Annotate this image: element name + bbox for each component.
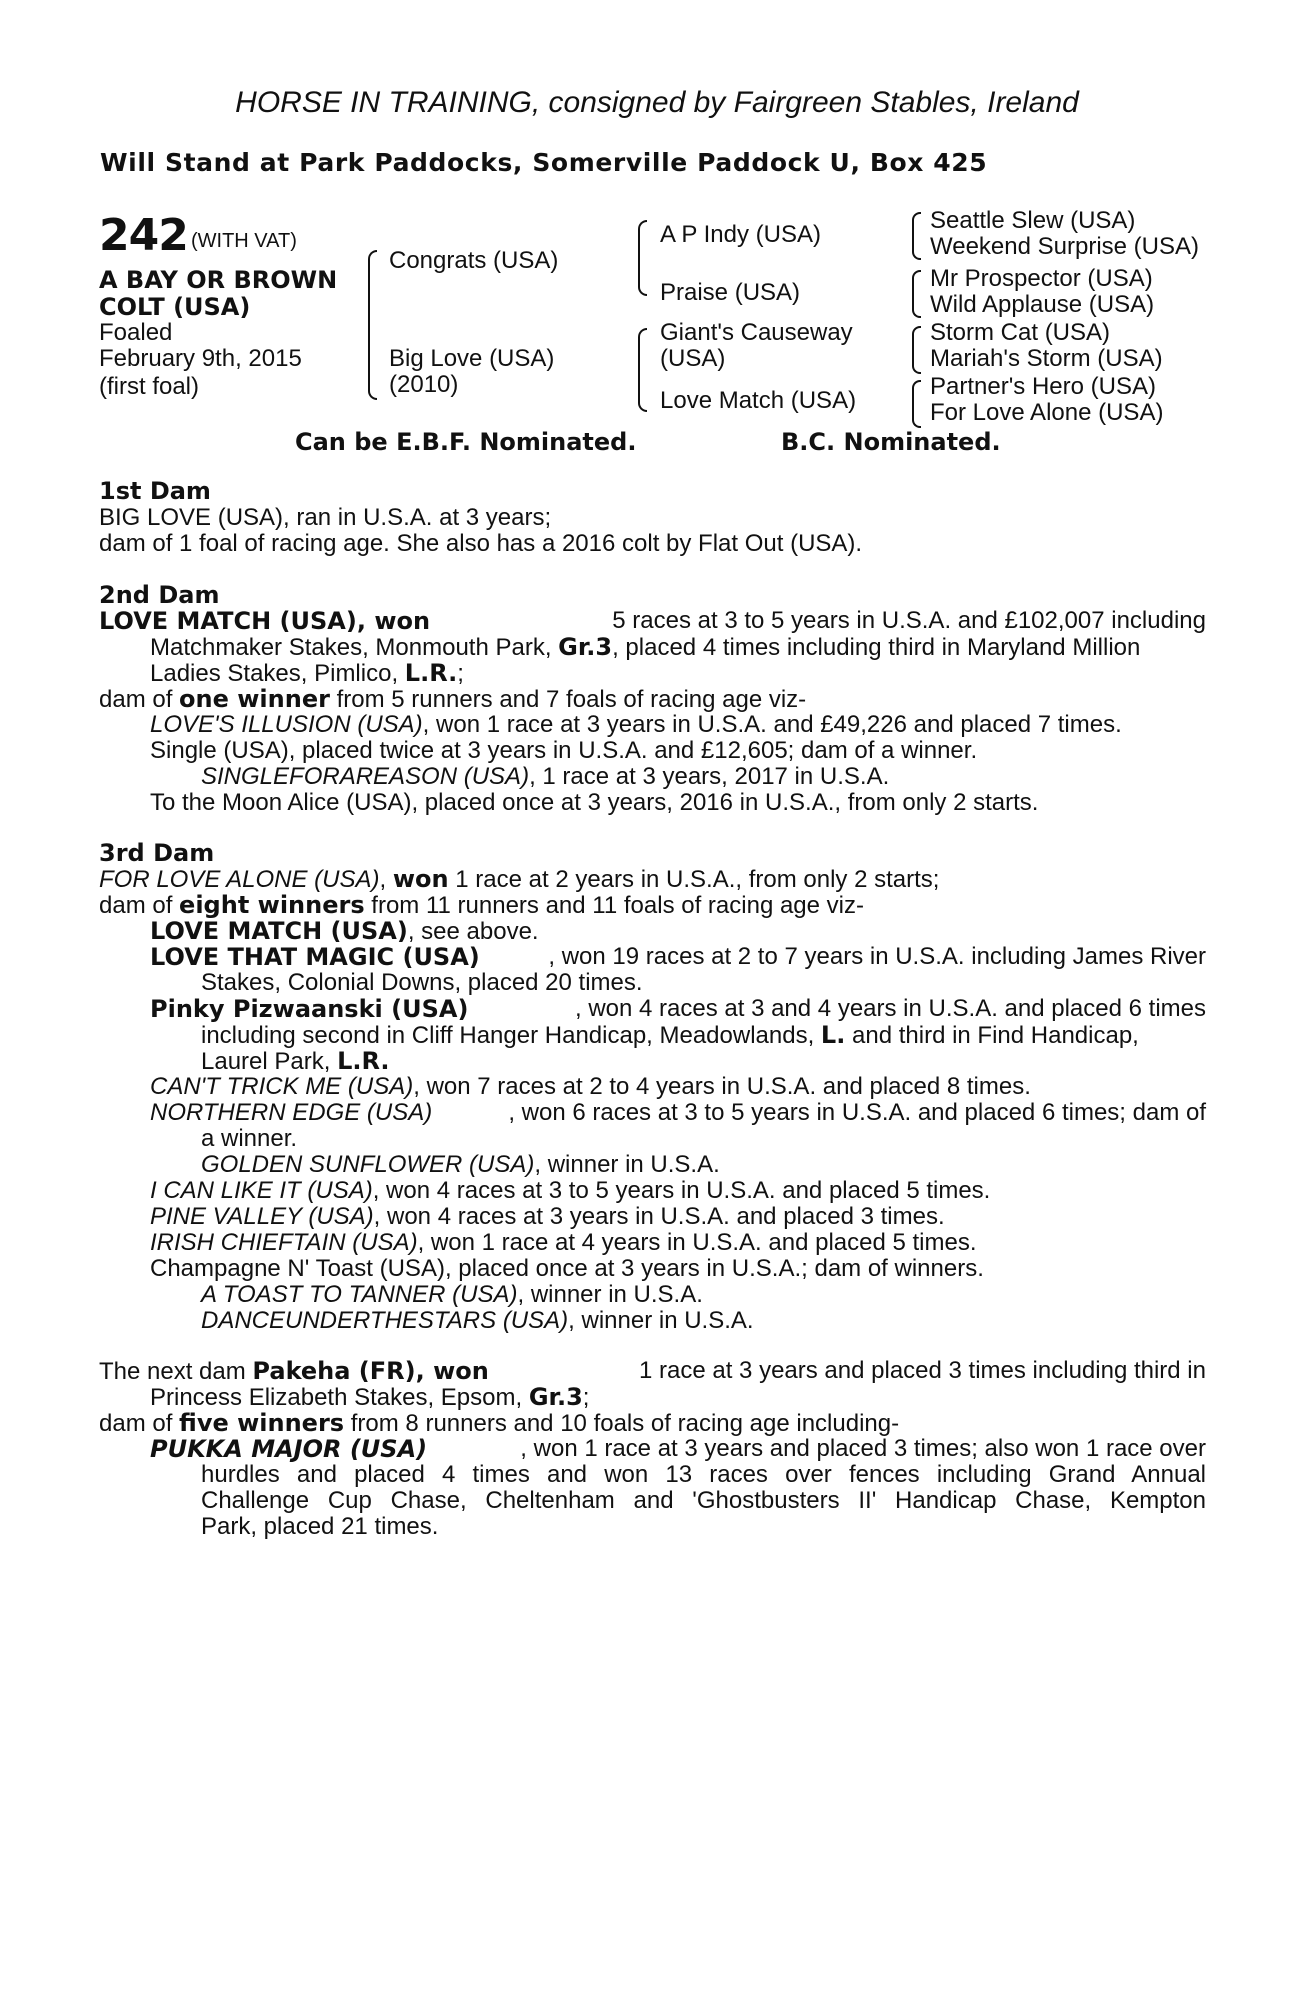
foaled-date: February 9th, 2015 xyxy=(99,345,302,372)
pedigree-g3-6: Mariah's Storm (USA) xyxy=(930,345,1163,372)
text: ; xyxy=(582,1384,590,1411)
progeny-name: DANCEUNDERTHESTARS (USA) xyxy=(201,1307,569,1334)
dam-name: FOR LOVE ALONE (USA) xyxy=(99,866,380,893)
text: Ladies Stakes, Pimlico, xyxy=(150,660,405,687)
third-dam-line7 xyxy=(201,1022,1139,1049)
next-dam-line1 xyxy=(99,1358,1206,1385)
text: , see above. xyxy=(407,918,539,945)
pedigree-brace-g3c xyxy=(912,326,921,374)
text: , won 1 race at 4 years in U.S.A. and placed 5 times. xyxy=(417,1229,977,1256)
ebf-nomination: Can be E.B.F. Nominated. xyxy=(295,428,637,456)
third-dam-line12 xyxy=(201,1152,720,1178)
text: including second in Cliff Hanger Handicap, Meadowlands, xyxy=(201,1022,821,1049)
grade-label: L. xyxy=(820,1021,846,1049)
second-dam-line7 xyxy=(201,764,889,790)
pedigree-brace-g3d xyxy=(912,380,921,428)
second-dam-line6: Single (USA), placed twice at 3 years in U.S.A. and £12,605; dam of a winner. xyxy=(150,737,978,764)
grade-label: L.R. xyxy=(337,1047,390,1075)
pedigree-sire-sire: A P Indy (USA) xyxy=(660,221,821,248)
pedigree-brace-g3b xyxy=(912,270,921,318)
grade-label: L.R. xyxy=(404,659,458,687)
pedigree-g3-2: Weekend Surprise (USA) xyxy=(930,233,1199,260)
text: Laurel Park, xyxy=(201,1048,338,1075)
third-dam-line1 xyxy=(99,866,939,893)
third-dam-line15 xyxy=(150,1230,977,1256)
second-dam-line1 xyxy=(99,608,1206,635)
pedigree-g3-4: Wild Applause (USA) xyxy=(930,291,1155,318)
third-dam-line9 xyxy=(150,1074,1031,1100)
pedigree-brace-sire-side xyxy=(638,220,647,296)
pedigree-sire-dam: Praise (USA) xyxy=(660,279,801,306)
stand-location: Will Stand at Park Paddocks, Somerville Paddock U, Box 425 xyxy=(100,148,988,177)
sep: , xyxy=(356,607,375,635)
second-dam-line4 xyxy=(99,686,806,713)
pedigree-dam-dam: Love Match (USA) xyxy=(660,387,857,414)
sep: , xyxy=(415,1357,434,1385)
third-dam-line13 xyxy=(150,1178,990,1204)
race-record: 5 races at 3 to 5 years in U.S.A. and £102,007 including xyxy=(612,607,1206,634)
text: dam of xyxy=(99,892,180,919)
text: , won 1 race at 3 years in U.S.A. and £49,226 and placed 7 times. xyxy=(422,711,1122,738)
progeny-name: PINE VALLEY (USA) xyxy=(150,1203,374,1230)
first-dam-line1: BIG LOVE (USA), ran in U.S.A. at 3 years; xyxy=(99,504,552,531)
text: dam of xyxy=(99,1410,180,1437)
text: and third in Find Handicap, xyxy=(845,1022,1139,1049)
pedigree-g3-3: Mr Prospector (USA) xyxy=(930,265,1153,292)
next-dam-line7: Park, placed 21 times. xyxy=(201,1513,439,1540)
progeny-name: A TOAST TO TANNER (USA) xyxy=(201,1281,518,1308)
text: Princess Elizabeth Stakes, Epsom, xyxy=(150,1384,529,1411)
grade-label: Gr.3 xyxy=(558,633,613,661)
won-label: won xyxy=(392,865,449,893)
text: from 11 runners and 11 foals of racing age viz- xyxy=(364,892,864,919)
second-dam-line2 xyxy=(150,634,1140,661)
lot-description-line2: COLT (USA) xyxy=(99,293,251,321)
text: , winner in U.S.A. xyxy=(534,1151,720,1178)
foal-note: (first foal) xyxy=(99,373,200,400)
first-dam-line2: dam of 1 foal of racing age. She also has a 2016 colt by Flat Out (USA). xyxy=(99,530,863,557)
third-dam-line11: a winner. xyxy=(201,1125,298,1152)
text: from 8 runners and 10 foals of racing age including- xyxy=(344,1410,900,1437)
pedigree-g3-5: Storm Cat (USA) xyxy=(930,319,1111,346)
progeny-name: LOVE MATCH (USA) xyxy=(150,917,408,945)
progeny-name: PUKKA MAJOR (USA) xyxy=(150,1435,428,1463)
text: , winner in U.S.A. xyxy=(517,1281,703,1308)
third-dam-line10 xyxy=(150,1100,1206,1126)
text: 1 race at 2 years in U.S.A., from only 2 starts; xyxy=(448,866,940,893)
progeny-name: CAN'T TRICK ME (USA) xyxy=(150,1073,414,1100)
text: , won 6 races at 3 to 5 years in U.S.A. and placed 6 times; dam of xyxy=(508,1099,1206,1126)
third-dam-line16: Champagne N' Toast (USA), placed once at 3 years in U.S.A.; dam of winners. xyxy=(150,1255,984,1282)
text: , 1 race at 3 years, 2017 in U.S.A. xyxy=(529,763,890,790)
grade-label: Gr.3 xyxy=(528,1383,583,1411)
third-dam-heading: 3rd Dam xyxy=(99,839,215,867)
text: dam of xyxy=(99,686,180,713)
progeny-name: LOVE'S ILLUSION (USA) xyxy=(150,711,423,738)
next-dam-line6: Challenge Cup Chase, Cheltenham and 'Ghostbusters II' Handicap Chase, Kempton xyxy=(201,1487,1206,1514)
third-dam-line14 xyxy=(150,1204,945,1230)
text: , placed 4 times including third in Maryland Million xyxy=(612,634,1141,661)
page-header-title: HORSE IN TRAINING, consigned by Fairgreen Stables, Ireland xyxy=(235,86,1079,119)
progeny-name: I CAN LIKE IT (USA) xyxy=(150,1177,373,1204)
pedigree-g3-7: Partner's Hero (USA) xyxy=(930,373,1156,400)
third-dam-line17 xyxy=(201,1282,703,1308)
third-dam-line8 xyxy=(201,1048,390,1075)
progeny-name: LOVE THAT MAGIC (USA) xyxy=(150,943,480,971)
text: ; xyxy=(457,660,464,687)
text: The next dam xyxy=(99,1358,253,1385)
pedigree-dam-sire-line1: Giant's Causeway xyxy=(660,319,853,346)
second-dam-heading: 2nd Dam xyxy=(99,581,220,609)
text: , won 1 race at 3 years and placed 3 times; also won 1 race over xyxy=(520,1435,1206,1462)
third-dam-line6 xyxy=(150,996,1206,1022)
text: , won 4 races at 3 years in U.S.A. and placed 3 times. xyxy=(373,1203,945,1230)
text: from 5 runners and 7 foals of racing age viz- xyxy=(329,686,807,713)
text: 1 race at 3 years and placed 3 times including third in xyxy=(639,1357,1206,1384)
progeny-name: NORTHERN EDGE (USA) xyxy=(150,1099,433,1126)
next-dam-line3 xyxy=(99,1410,899,1437)
dam-name: Pakeha (FR) xyxy=(252,1357,416,1385)
text: , winner in U.S.A. xyxy=(568,1307,754,1334)
bc-nomination: B.C. Nominated. xyxy=(781,428,1001,456)
third-dam-line2 xyxy=(99,892,864,919)
winners-count: one winner xyxy=(179,685,330,713)
next-dam-line4 xyxy=(150,1436,1206,1462)
third-dam-line4 xyxy=(150,944,1206,970)
third-dam-line5: Stakes, Colonial Downs, placed 20 times. xyxy=(201,969,643,996)
progeny-name: Pinky Pizwaanski (USA) xyxy=(150,995,469,1023)
text: , won 4 races at 3 to 5 years in U.S.A. and placed 5 times. xyxy=(372,1177,991,1204)
winners-count: five winners xyxy=(179,1409,345,1437)
third-dam-line3 xyxy=(150,918,539,945)
second-dam-line3 xyxy=(150,660,464,687)
dam-name: LOVE MATCH (USA) xyxy=(99,607,357,635)
progeny-name: GOLDEN SUNFLOWER (USA) xyxy=(201,1151,535,1178)
winners-count: eight winners xyxy=(179,891,365,919)
pedigree-dam-sire-line2: (USA) xyxy=(660,345,726,372)
second-dam-line5 xyxy=(150,712,1122,738)
won-label: won xyxy=(374,607,431,635)
pedigree-dam-line2: (2010) xyxy=(389,371,459,398)
text: , won 7 races at 2 to 4 years in U.S.A. and placed 8 times. xyxy=(413,1073,1031,1100)
progeny-name: IRISH CHIEFTAIN (USA) xyxy=(150,1229,418,1256)
second-dam-line8: To the Moon Alice (USA), placed once at 3 years, 2016 in U.S.A., from only 2 starts. xyxy=(150,789,1039,816)
progeny-name: SINGLEFORAREASON (USA) xyxy=(201,763,530,790)
pedigree-brace-g3a xyxy=(912,212,921,260)
next-dam-line2 xyxy=(150,1384,589,1411)
text: , won 19 races at 2 to 7 years in U.S.A. including James River xyxy=(548,943,1206,970)
pedigree-g3-1: Seattle Slew (USA) xyxy=(930,207,1136,234)
pedigree-brace-gen1 xyxy=(368,250,377,400)
foaled-label: Foaled xyxy=(99,319,173,346)
pedigree-g3-8: For Love Alone (USA) xyxy=(930,399,1164,426)
text: , won 4 races at 3 and 4 years in U.S.A. and placed 6 times xyxy=(574,995,1206,1022)
pedigree-sire: Congrats (USA) xyxy=(389,247,559,274)
lot-number: 242 xyxy=(99,210,188,261)
first-dam-heading: 1st Dam xyxy=(99,477,211,505)
third-dam-line18 xyxy=(201,1308,754,1334)
pedigree-dam-line1: Big Love (USA) xyxy=(389,345,555,372)
lot-vat-note: (WITH VAT) xyxy=(191,230,297,252)
text: Matchmaker Stakes, Monmouth Park, xyxy=(150,634,559,661)
won-label: won xyxy=(433,1357,489,1385)
pedigree-brace-dam-side xyxy=(638,328,647,412)
lot-description-line1: A BAY OR BROWN xyxy=(99,266,338,294)
sep: , xyxy=(379,866,393,893)
next-dam-line5: hurdles and placed 4 times and won 13 races over fences including Grand Annual xyxy=(201,1461,1206,1488)
